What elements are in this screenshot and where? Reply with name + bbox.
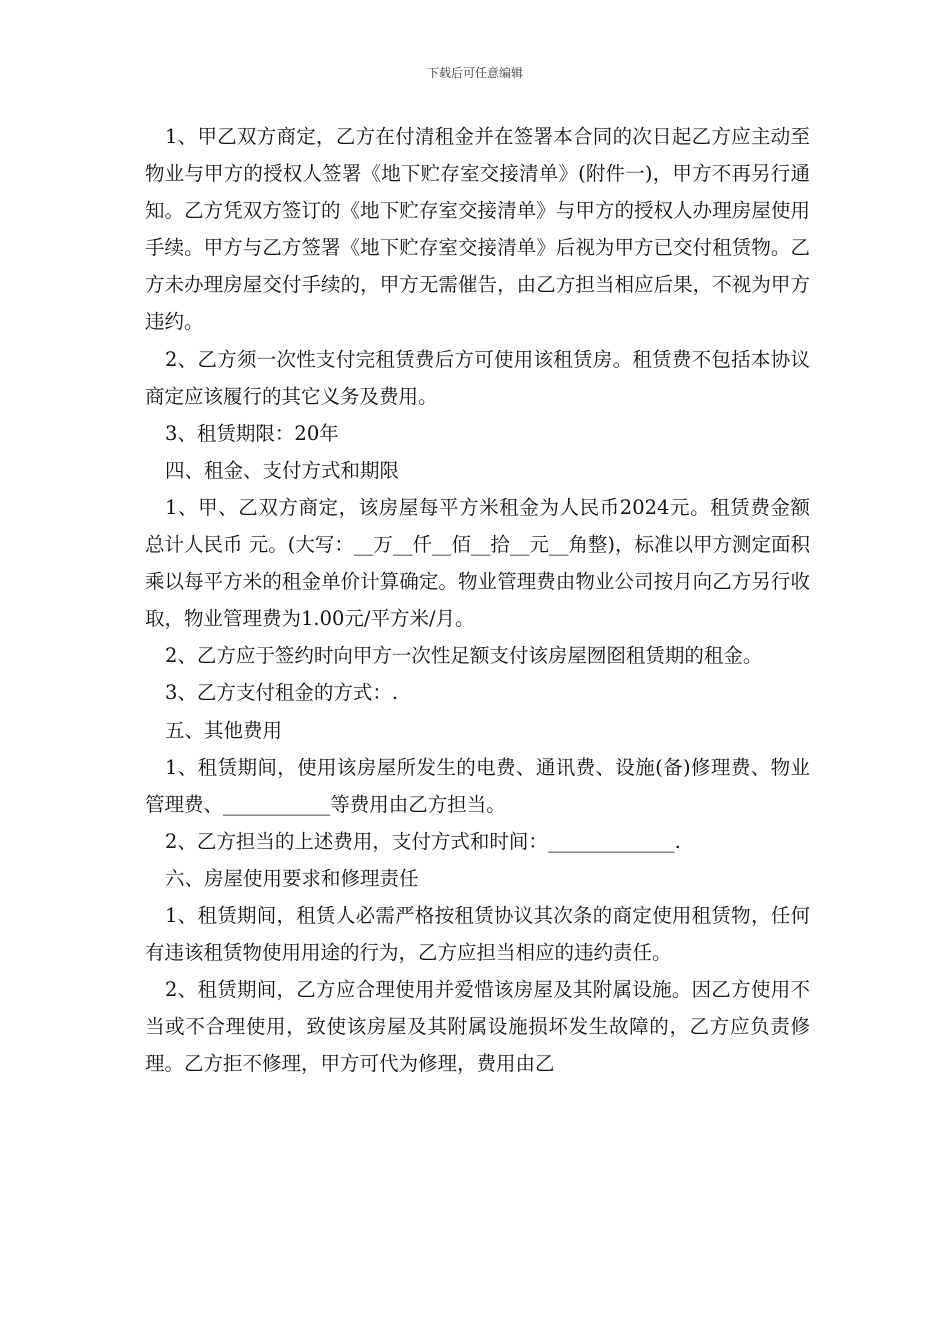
paragraph: 2、租赁期间，乙方应合理使用并爱惜该房屋及其附属设施。因乙方使用不当或不合理使用，致使该房屋及其附属设施损坏发生故障的，乙方应负责修理。乙方拒不修理，甲方可代为修理，费用由乙 — [145, 978, 810, 1076]
paragraph: 1、租赁期间，租赁人必需严格按租赁协议其次条的商定使用租赁物，任何有违该租赁物使用用途的行为，乙方应担当相应的违约责任。 — [145, 903, 810, 965]
paragraph: 2、乙方须一次性支付完租赁费后方可使用该租赁房。租赁费不包括本协议商定应该履行的其它义务及费用。 — [145, 347, 810, 408]
section-heading: 四、租金、支付方式和期限 — [165, 458, 400, 482]
paragraph: 3、乙方支付租金的方式：. — [165, 681, 399, 705]
section-heading: 五、其他费用 — [165, 718, 283, 742]
section-heading: 六、房屋使用要求和修理责任 — [165, 866, 419, 890]
paragraph: 3、租赁期限：20年 — [165, 421, 339, 445]
paragraph: 1、甲乙双方商定，乙方在付清租金并在签署本合同的次日起乙方应主动至物业与甲方的授权人签署《地下贮存室交接清单》(附件一)，甲方不再另行通知。乙方凭双方签订的《地下贮存室交接清单》与甲方的授权人办理房屋使用手续。甲方与乙方签署《地下贮存室交接清单》后视为甲方已交付租赁物。乙方未办理房屋交付手续的，甲方无需催告，由乙方担当相应后果，不视为甲方违约。 — [145, 125, 810, 334]
document-body — [145, 118, 810, 1082]
paragraph: 1、租赁期间，使用该房屋所发生的电费、通讯费、设施(备)修理费、物业管理费、___________等费用由乙方担当。 — [145, 755, 810, 816]
page-header-note: 下载后可任意编辑 — [426, 66, 523, 80]
paragraph: 2、乙方担当的上述费用，支付方式和时间：_____________. — [165, 829, 681, 853]
paragraph: 1、甲、乙双方商定，该房屋每平方米租金为人民币2024元。租赁费金额总计人民币 元。(大写：__万__仟__佰__拾__元__角整)，标准以甲方测定面积乘以每平方米的租金单价计算确定。物业管理费由物业公司按月向乙方另行收取，物业管理费为1.00元/平方米/月。 — [145, 495, 810, 631]
paragraph: 2、乙方应于签约时向甲方一次性足额支付该房屋囫囵租赁期的租金。 — [165, 644, 763, 668]
